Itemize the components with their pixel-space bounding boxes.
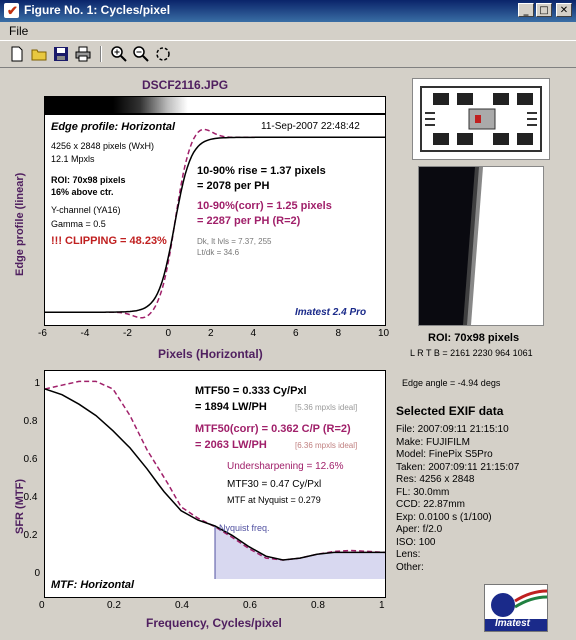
minimize-button[interactable]: _ (518, 3, 534, 17)
imatest-logo (484, 584, 548, 632)
window-title-bar (0, 0, 576, 22)
exif-row: Lens: (396, 549, 421, 560)
print-icon[interactable] (74, 45, 92, 63)
mtf-ytick: 0.6 (23, 454, 38, 465)
edge-xtick: -4 (80, 328, 90, 339)
edge-xtick: 8 (335, 328, 342, 339)
edge-angle: Edge angle = -4.94 degs (402, 378, 501, 388)
roi-position-info: 16% above ctr. (51, 187, 114, 197)
exif-row: FL: 30.0mm (396, 486, 450, 498)
mtf-xtick: 1 (379, 600, 385, 611)
image-name: DSCF2116.JPG (142, 78, 229, 92)
open-folder-icon[interactable] (30, 45, 48, 63)
edge-ylabel: Edge profile (linear) (14, 172, 26, 276)
toolbar (0, 40, 576, 68)
close-button[interactable]: ✕ (556, 3, 572, 17)
mtf-ylabel: SFR (MTF) (14, 479, 26, 534)
rise-distance: 10-90% rise = 1.37 pixels (197, 165, 326, 177)
maximize-button[interactable]: □ (536, 3, 552, 17)
mtf50-ideal: [5.36 mpxls ideal] (295, 403, 358, 412)
save-icon[interactable] (52, 45, 70, 63)
window-title: Figure No. 1: Cycles/pixel (24, 3, 171, 17)
nyquist-label: Nyquist freq. (219, 523, 270, 533)
mtf50-value: MTF50 = 0.333 Cy/Pxl (195, 385, 307, 397)
mtf-ytick: 0.4 (23, 492, 38, 503)
exif-row: Taken: 2007:09:11 21:15:07 (396, 461, 520, 473)
exif-row: CCD: 22.87mm (396, 499, 465, 510)
exif-row: Make: FUJIFILM (396, 436, 470, 448)
edge-xtick: -2 (123, 328, 132, 339)
mtf50-corrected-lwph: = 2063 LW/PH (195, 439, 267, 451)
edge-xlabel: Pixels (Horizontal) (158, 347, 263, 361)
zoom-in-icon[interactable] (110, 45, 128, 63)
mtf-xtick: 0.6 (243, 600, 257, 611)
edge-xtick: 0 (165, 328, 172, 339)
mtf50-corrected-ideal: [6.36 mpxls ideal] (295, 441, 358, 450)
roi-label: ROI: 70x98 pixels (428, 332, 520, 344)
roi-crop-image (418, 166, 544, 326)
figure-canvas (6, 70, 570, 636)
undersharpening: Undersharpening = 12.6% (227, 461, 344, 472)
dark-light-levels: Dk, lt lvls = 7.37, 255 (197, 237, 272, 246)
clipping-warning: !!! CLIPPING = 48.23% (51, 235, 167, 247)
imatest-logo-text: Imatest (495, 618, 531, 629)
edge-plot-heading: Edge profile: Horizontal (51, 121, 176, 133)
edge-xtick: 10 (378, 328, 390, 339)
megapixel-info: 12.1 Mpxls (51, 154, 95, 164)
edge-profile-plot (44, 114, 386, 326)
image-size-info: 4256 x 2848 pixels (WxH) (51, 141, 155, 151)
mtf-ytick: 0.8 (23, 416, 38, 427)
edge-xtick: 4 (250, 328, 257, 339)
mtf-xlabel: Frequency, Cycles/pixel (146, 616, 282, 630)
mtf-plot-heading: MTF: Horizontal (51, 579, 135, 591)
rise-corrected: 10-90%(corr) = 1.25 pixels (197, 200, 332, 212)
toolbar-separator (100, 46, 102, 62)
edge-xtick: 6 (293, 328, 299, 339)
edge-xtick: -6 (38, 328, 47, 339)
mtf50-corrected: MTF50(corr) = 0.362 C/P (R=2) (195, 423, 351, 435)
roi-size-info: ROI: 70x98 pixels (51, 175, 126, 185)
edge-intensity-strip (44, 96, 386, 114)
zoom-out-icon[interactable] (132, 45, 150, 63)
exif-row: Other: (396, 561, 424, 573)
rise-per-ph: = 2078 per PH (197, 180, 270, 192)
mtf-ytick: 0.2 (23, 530, 38, 541)
matlab-app-icon: ✔ (4, 3, 19, 18)
mtf30-value: MTF30 = 0.47 Cy/Pxl (227, 479, 322, 490)
mtf-xtick: 0.2 (107, 600, 121, 611)
channel-info: Y-channel (YA16) (51, 205, 121, 215)
exif-row: Model: FinePix S5Pro (396, 449, 493, 460)
rise-corrected-per-ph: = 2287 per PH (R=2) (197, 215, 301, 227)
exif-row: ISO: 100 (396, 536, 436, 548)
menu-file[interactable]: File (9, 24, 29, 38)
mtf-ytick: 0 (34, 568, 41, 579)
rotate-icon[interactable] (154, 45, 172, 63)
mtf50-lwph: = 1894 LW/PH (195, 401, 267, 413)
roi-coordinates: L R T B = 2161 2230 964 1061 (410, 348, 533, 358)
new-file-icon[interactable] (8, 45, 26, 63)
roi-edge-image (419, 167, 543, 325)
gamma-info: Gamma = 0.5 (51, 219, 106, 229)
menu-bar (0, 22, 576, 40)
mtf-plot (44, 370, 386, 598)
light-dark-ratio: Lt/dk = 34.6 (197, 248, 240, 257)
exif-row: File: 2007:09:11 21:15:10 (396, 424, 509, 435)
test-chart-image (413, 79, 549, 159)
test-chart-thumbnail (412, 78, 550, 160)
exif-row: Res: 4256 x 2848 (396, 474, 475, 485)
exif-heading: Selected EXIF data (396, 404, 504, 418)
mtf-ytick: 1 (34, 378, 41, 389)
mtf-xtick: 0.4 (175, 600, 189, 611)
mtf-xtick: 0 (39, 600, 45, 611)
edge-xtick: 2 (208, 328, 214, 339)
mtf-xtick: 0.8 (311, 600, 325, 611)
imatest-version: Imatest 2.4 Pro (295, 307, 367, 318)
exif-row: Aper: f/2.0 (396, 524, 443, 535)
edge-plot-timestamp: 11-Sep-2007 22:48:42 (261, 121, 360, 132)
exif-row: Exp: 0.0100 s (1/100) (396, 511, 492, 523)
mtf-at-nyquist: MTF at Nyquist = 0.279 (227, 495, 321, 505)
